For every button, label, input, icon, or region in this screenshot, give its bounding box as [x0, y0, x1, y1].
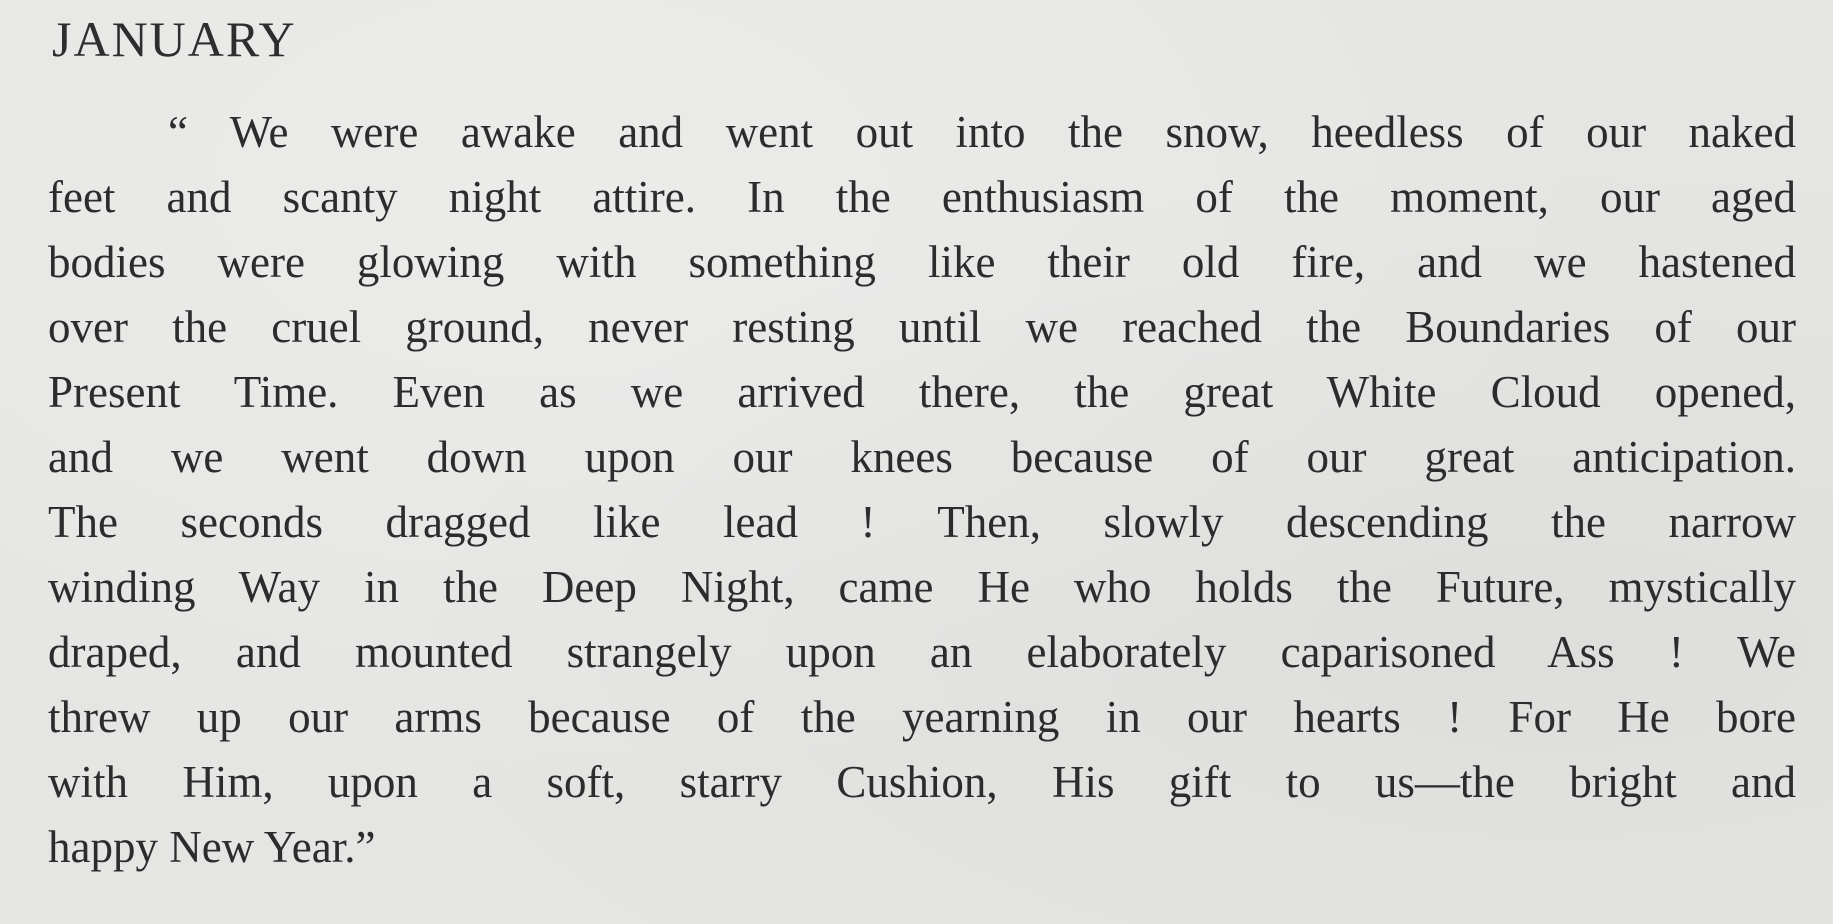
- text-line: and we went down upon our knees because of our great anticipation.: [48, 432, 1796, 482]
- text-line: draped, and mounted strangely upon an elaborately caparisoned Ass ! We: [48, 627, 1796, 677]
- text-line: feet and scanty night attire. In the enthusiasm of the moment, our aged: [48, 172, 1796, 222]
- text-line: Present Time. Even as we arrived there, the great White Cloud opened,: [48, 367, 1796, 417]
- text-line: The seconds dragged like lead ! Then, slowly descending the narrow: [48, 497, 1796, 547]
- text-line: happy New Year.”: [48, 822, 376, 872]
- text-line: winding Way in the Deep Night, came He who holds the Future, mystically: [48, 562, 1796, 612]
- text-line: bodies were glowing with something like their old fire, and we hastened: [48, 237, 1796, 287]
- text-line: over the cruel ground, never resting until we reached the Boundaries of our: [48, 302, 1796, 352]
- text-line: “ We were awake and went out into the snow, heedless of our naked: [168, 107, 1796, 157]
- text-line: threw up our arms because of the yearning in our hearts ! For He bore: [48, 692, 1796, 742]
- paragraph: [48, 100, 1796, 880]
- text-line: with Him, upon a soft, starry Cushion, His gift to us—the bright and: [48, 757, 1796, 807]
- page-heading: JANUARY: [52, 11, 297, 67]
